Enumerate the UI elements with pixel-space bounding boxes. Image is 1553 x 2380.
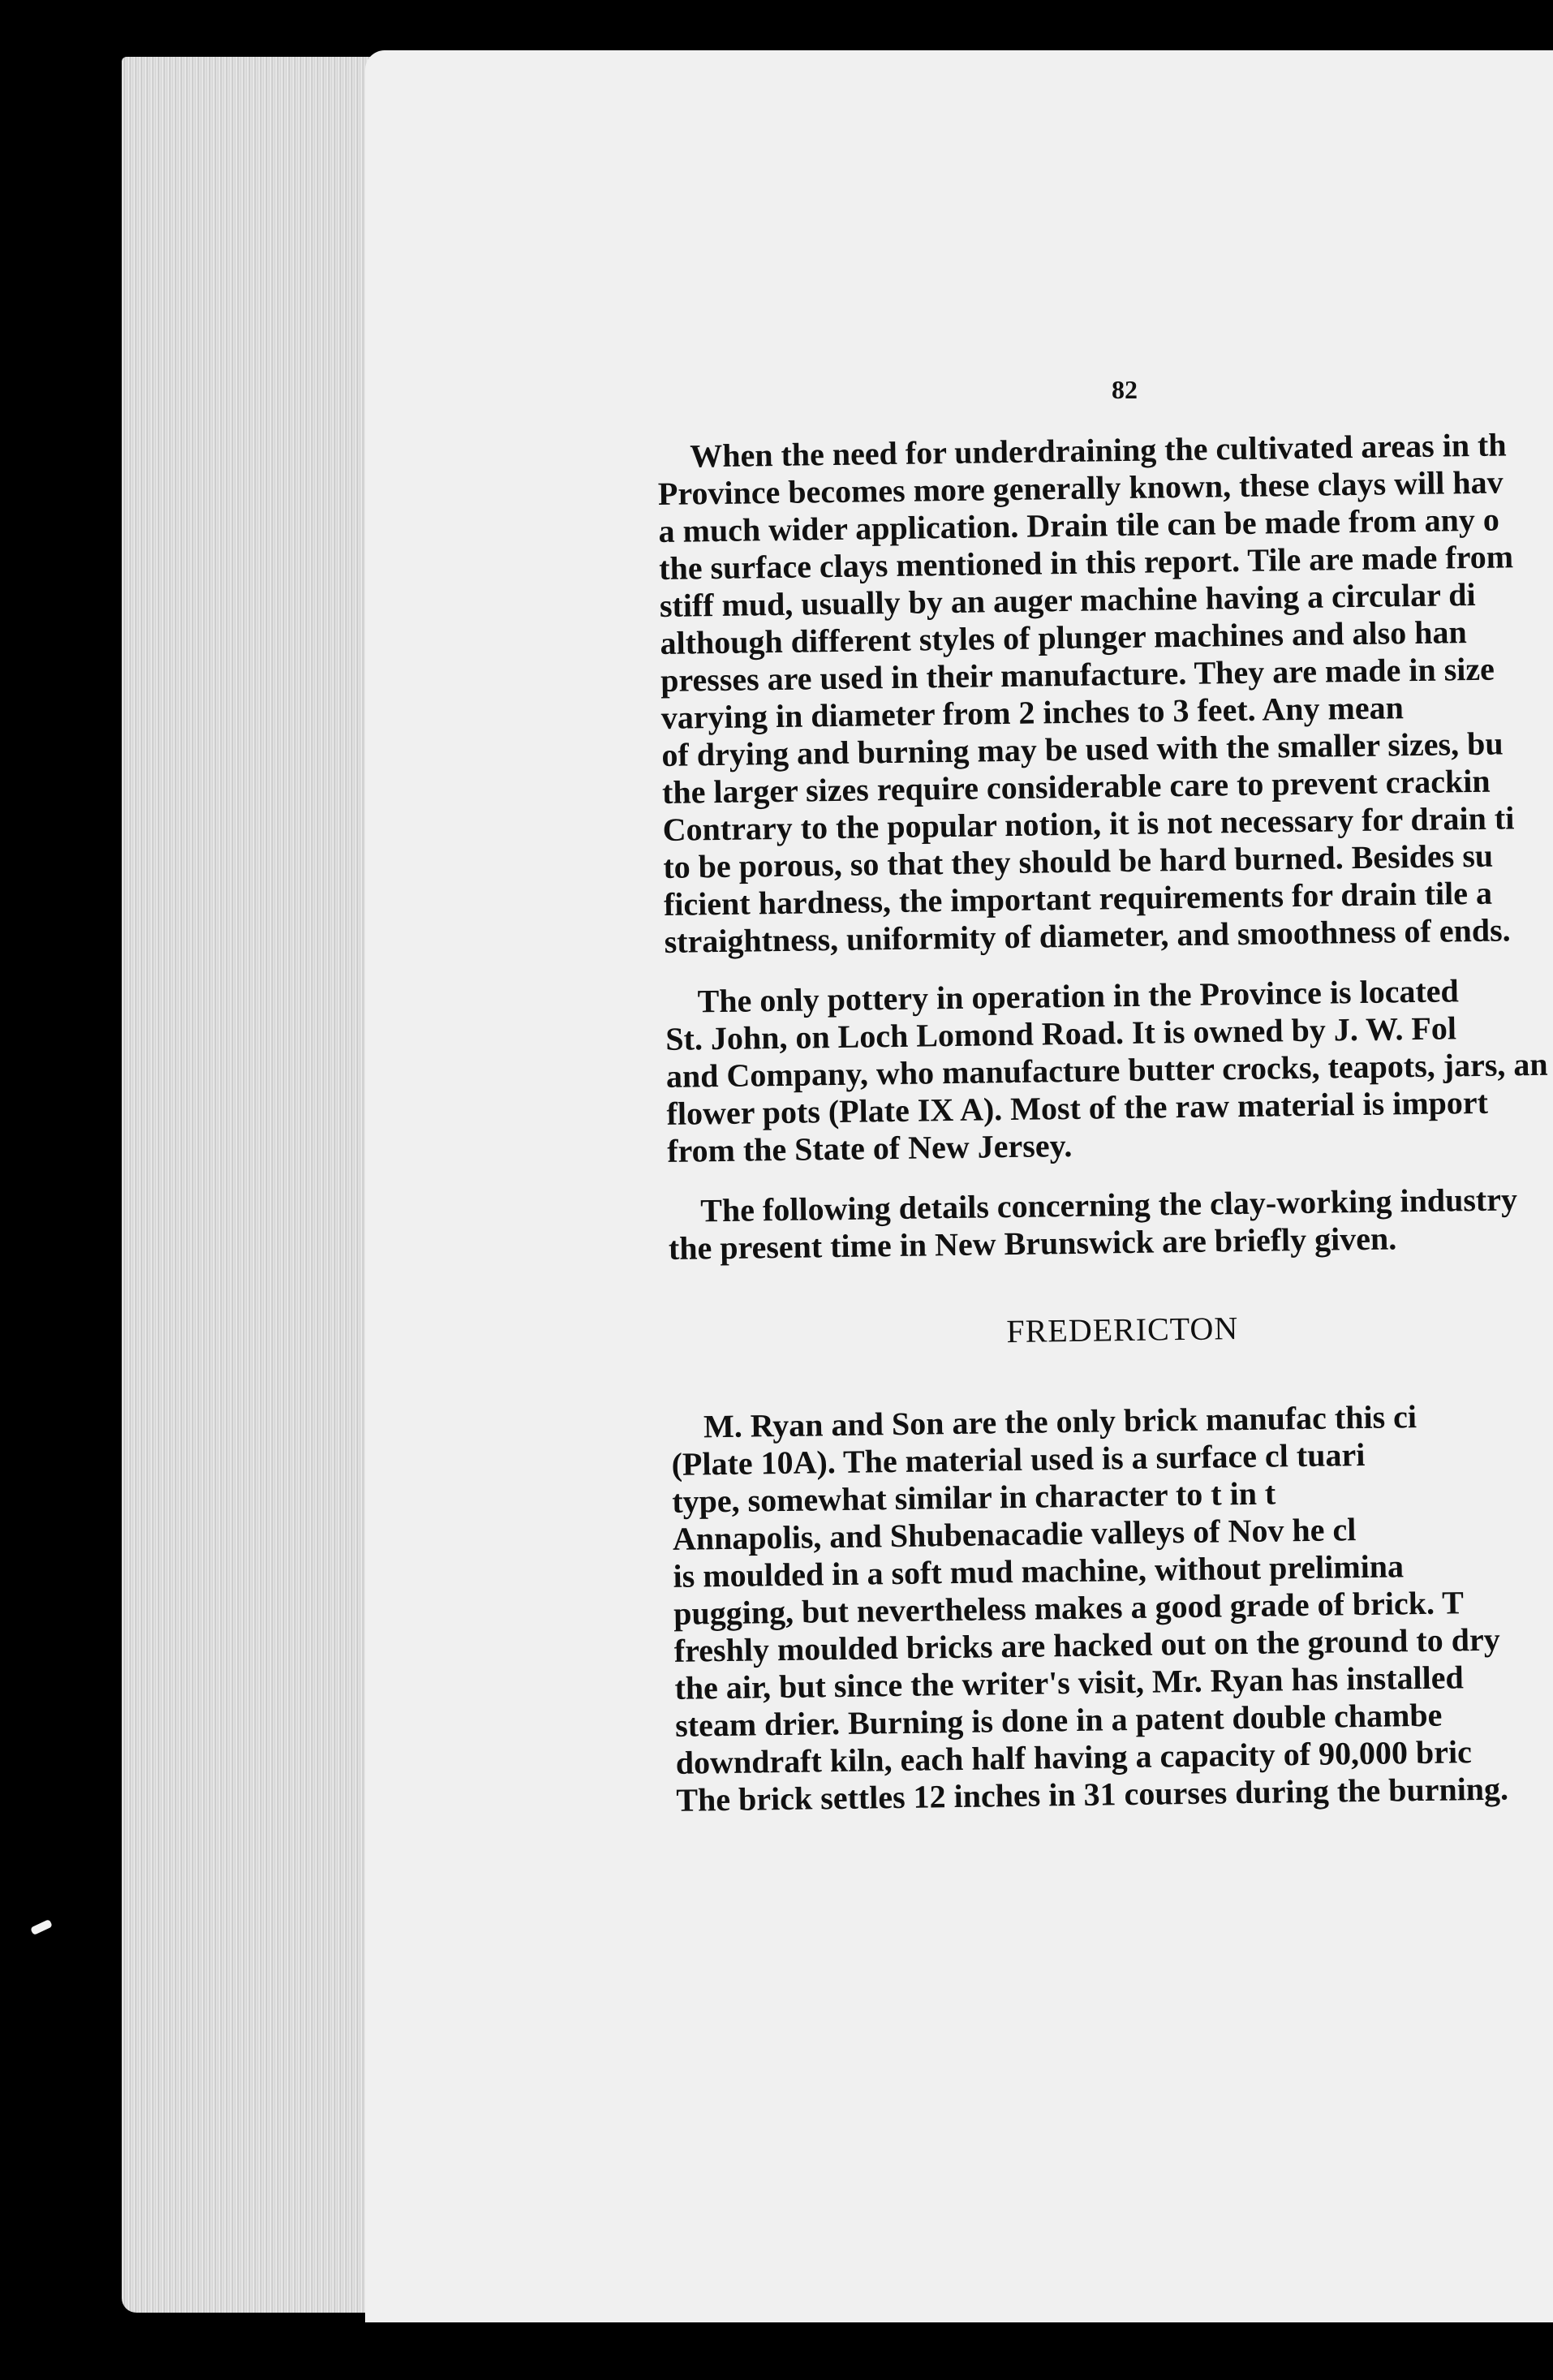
text-line: St. John, on Loch Lomond Road. It is owned by J. W. Fol [665,1009,1457,1057]
text-line: from the State of New Jersey. [666,1126,1073,1169]
scan-artifact [30,1919,53,1935]
text-line: The only pottery in operation in the Province is located [697,972,1460,1020]
body-text [657,424,1553,1842]
text-line: ficient hardness, the important requirements for drain tile a [663,874,1493,923]
text-line: M. Ryan and Son are the only brick manufac this ci [703,1398,1417,1445]
text-line: straightness, uniformity of diameter, and smoothness of ends. [664,911,1511,960]
text-line: The brick settles 12 inches in 31 courses during the burning. [676,1770,1509,1818]
text-line: stiff mud, usually by an auger machine having a circular di [659,575,1476,624]
text-line: pugging, but nevertheless makes a good grade of brick. T [673,1584,1465,1632]
text-line: is moulded in a soft mud machine, without prelimina [673,1547,1405,1595]
text-line: When the need for underdraining the cultivated areas in th [689,426,1507,475]
text-line: although different styles of plunger machines and also han [660,613,1467,661]
text-line: varying in diameter from 2 inches to 3 feet. Any mean [660,689,1405,736]
text-line: (Plate 10A). The material used is a surface cl tuari [671,1435,1366,1483]
text-line: and Company, who manufacture butter crocks, teapots, jars, an [665,1045,1548,1095]
text-line: Annapolis, and Shubenacadie valleys of Nov he cl [672,1511,1357,1557]
text-line: freshly moulded bricks are hacked out on the ground to dry [673,1620,1500,1669]
paragraph-pottery [665,969,1553,1170]
book-page [365,50,1553,2322]
text-line: The following details concerning the clay-working industry [699,1181,1518,1229]
text-line: steam drier. Burning is done in a patent double chambe [674,1696,1443,1744]
page-number: 82 [1112,375,1138,404]
section-heading: FREDERICTON [1006,1310,1239,1350]
text-line: Contrary to the popular notion, it is not necessary for drain ti [662,799,1515,848]
paragraph-drain-tile [657,424,1553,961]
text-line: the air, but since the writer's visit, Mr. Ryan has installed [674,1659,1465,1706]
text-line: the surface clays mentioned in this report. Tile are made from [658,538,1514,587]
book-page-edges [122,57,373,2313]
text-line: presses are used in their manufacture. They are made in size [660,650,1495,699]
text-line: flower pots (Plate IX A). Most of the raw material is import [666,1083,1489,1132]
text-line: to be porous, so that they should be hard burned. Besides su [663,837,1494,885]
paragraph-fredericton [671,1394,1553,1819]
text-line: downdraft kiln, each half having a capacity of 90,000 bric [675,1733,1473,1781]
text-line: the larger sizes require considerable care to prevent crackin [661,762,1491,811]
text-line: Province becomes more generally known, these clays will hav [657,463,1504,512]
text-line: type, somewhat similar in character to t in t [671,1474,1276,1520]
text-line: of drying and burning may be used with the smaller sizes, bu [661,725,1504,773]
text-line: the present time in New Brunswick are briefly given. [668,1220,1397,1267]
paragraph-details [668,1178,1553,1267]
text-line: a much wider application. Drain tile can be made from any o [658,501,1500,549]
